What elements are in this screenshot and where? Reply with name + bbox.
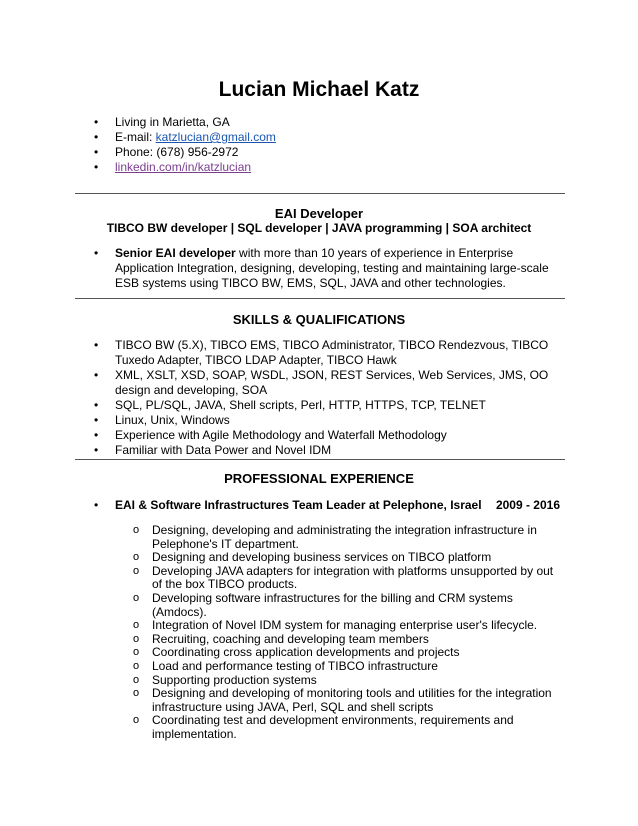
job-header (115, 498, 564, 513)
summary-list (92, 246, 562, 291)
contact-location: • Living in Marietta, GA (92, 115, 562, 130)
role-subtitle: TIBCO BW developer | SQL developer | JAVA programming | SOA architect (106, 221, 532, 235)
job-list (92, 498, 564, 513)
summary-item: • Senior EAI developer with more than 10 years of experience in Enterprise Application Integration, designing, developing, testing and maintaining large-scale ESB systems using TIBCO BW, EMS, SQL, JAVA and other technologies. (92, 246, 562, 291)
duty-item: o Integration of Novel IDM system for managing enterprise user's lifecycle. (133, 619, 563, 633)
candidate-name: Lucian Michael Katz (218, 78, 420, 101)
duty-item: o Load and performance testing of TIBCO infrastructure (133, 660, 563, 674)
duties-list (133, 524, 563, 742)
skills-heading: SKILLS & QUALIFICATIONS (232, 312, 406, 327)
divider (75, 193, 565, 194)
skill-item: • XML, XSLT, XSD, SOAP, WSDL, JSON, REST Services, Web Services, JMS, OO design and developing, SOA (92, 368, 552, 398)
skills-list (92, 338, 552, 458)
contact-email: • E-mail: katzlucian@gmail.com (92, 130, 562, 145)
duty-item: o Recruiting, coaching and developing team members (133, 633, 563, 647)
contact-phone: • Phone: (678) 956-2972 (92, 145, 562, 160)
email-link[interactable]: katzlucian@gmail.com (155, 130, 276, 144)
duty-item: o Developing software infrastructures for the billing and CRM systems (Amdocs). (133, 592, 563, 619)
job-dates: 2009 - 2016 (495, 498, 560, 512)
divider (75, 459, 565, 460)
duty-item: o Coordinating cross application developments and projects (133, 646, 563, 660)
duty-item: o Developing JAVA adapters for integration with platforms unsupported by out of the box TIBCO products. (133, 565, 563, 592)
contact-linkedin (92, 160, 562, 175)
duty-item: o Designing and developing business services on TIBCO platform (133, 551, 563, 565)
job-title: • EAI & Software Infrastructures Team Leader at Pelephone, Israel (115, 498, 482, 512)
contact-list (92, 115, 562, 175)
role-title: EAI Developer (274, 206, 364, 221)
experience-heading: PROFESSIONAL EXPERIENCE (224, 471, 414, 486)
skill-item: • SQL, PL/SQL, JAVA, Shell scripts, Perl, HTTP, HTTPS, TCP, TELNET (92, 398, 552, 413)
duty-item: o Coordinating test and development environments, requirements and implementation. (133, 714, 563, 741)
duty-item: o Supporting production systems (133, 674, 563, 688)
skill-item: • Familiar with Data Power and Novel IDM (92, 443, 552, 458)
skill-item: • Linux, Unix, Windows (92, 413, 552, 428)
duty-item: o Designing and developing of monitoring tools and utilities for the integration infrastructure using JAVA, Perl, SQL and shell scripts (133, 687, 563, 714)
duty-item: o Designing, developing and administrating the integration infrastructure in Pelephone's IT department. (133, 524, 563, 551)
linkedin-link[interactable]: linkedin.com/in/katzlucian (115, 160, 252, 174)
skill-item: • Experience with Agile Methodology and Waterfall Methodology (92, 428, 552, 443)
divider (75, 298, 565, 299)
job-item (92, 498, 564, 513)
skill-item: • TIBCO BW (5.X), TIBCO EMS, TIBCO Administrator, TIBCO Rendezvous, TIBCO Tuxedo Adapter, TIBCO LDAP Adapter, TIBCO Hawk (92, 338, 552, 368)
